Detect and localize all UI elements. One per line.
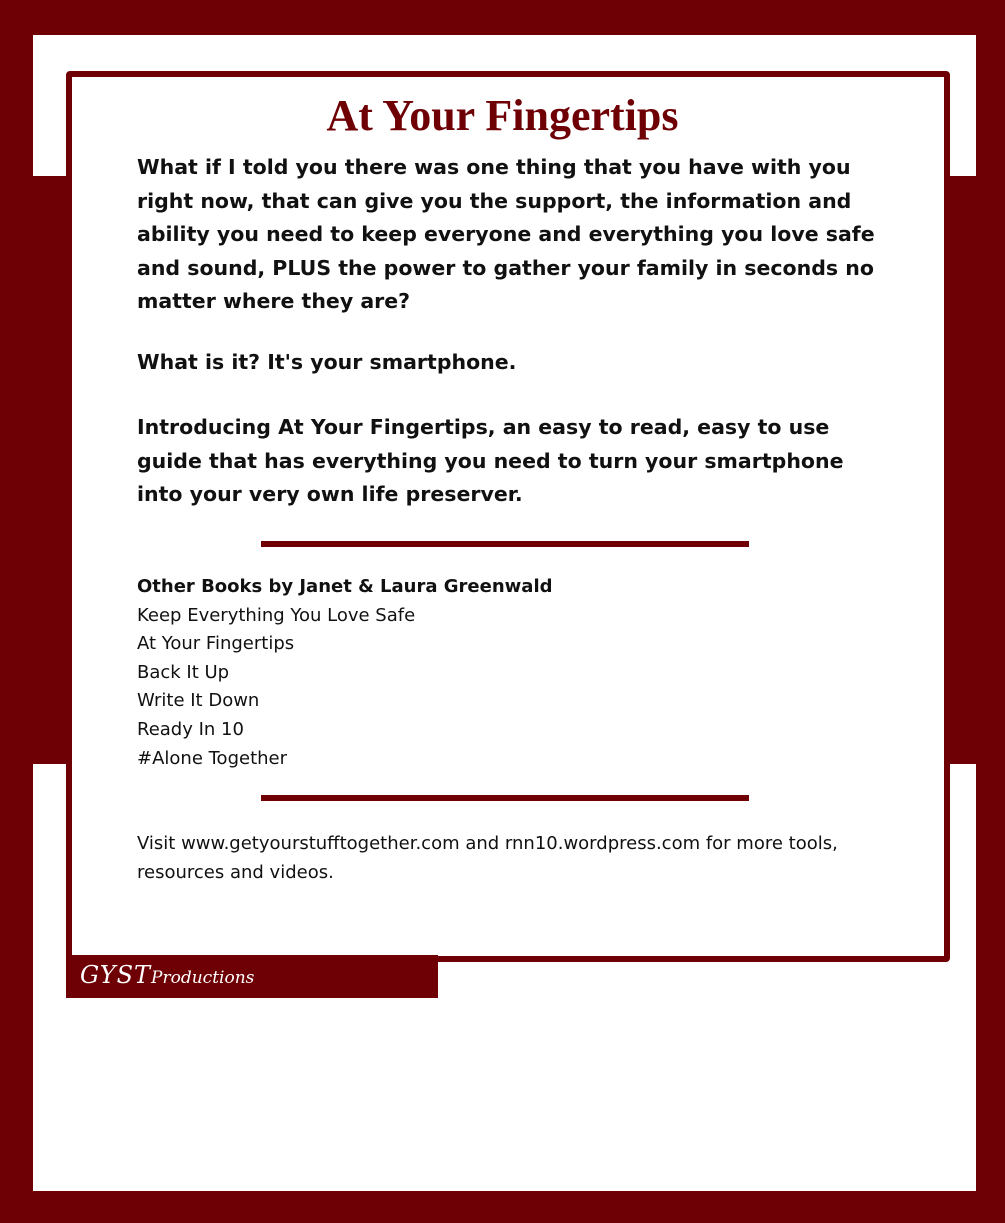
other-books-section [137,573,737,773]
section-divider-bottom [261,795,749,801]
book-item: Back It Up [137,661,230,683]
brand-productions: Productions [151,968,255,988]
section-divider-top [261,541,749,547]
intro-paragraph: What if I told you there was one thing that you have with you right now, that can give you the support, the information and ability you need to keep everyone and everything you love safe and sound, PLUS the power to gather your family in seconds no matter where they are? [137,155,875,313]
book-item: At Your Fingertips [137,633,295,655]
book-item: #Alone Together [137,747,288,769]
other-books-list [137,602,737,774]
question-paragraph: What is it? It's your smartphone. [137,350,517,374]
book-item: Ready In 10 [137,718,244,740]
brand-logo [80,961,254,989]
book-item: Write It Down [137,690,260,712]
other-books-heading: Other Books by Janet & Laura Greenwald [137,576,553,597]
visit-info: Visit www.getyourstufftogether.com and rnn10.wordpress.com for more tools, resources and videos. [137,833,838,883]
introducing-paragraph: Introducing At Your Fingertips, an easy to read, easy to use guide that has everything you need to turn your smartphone into your very own life preserver. [137,415,844,506]
brand-gyst: GYST [80,961,152,989]
book-item: Keep Everything You Love Safe [137,604,416,626]
brand-bar [66,955,438,998]
page-title: At Your Fingertips [326,91,679,140]
